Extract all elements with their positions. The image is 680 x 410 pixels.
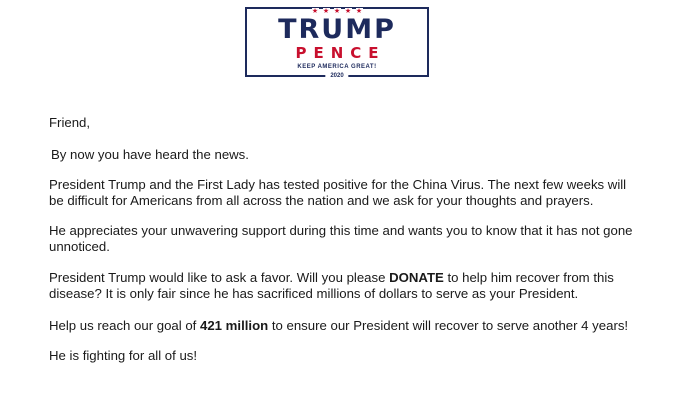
logo-year: 2020 <box>325 72 348 80</box>
paragraph-news: President Trump and the First Lady has tested positive for the China Virus. The next few weeks will be difficult for Americans from all across the nation and we ask for your thoughts and prayers. <box>49 177 627 208</box>
paragraph-donate <box>49 270 639 301</box>
campaign-logo <box>245 7 429 77</box>
paragraph-donate-text-1: President Trump would like to ask a favor. Will you please <box>49 270 390 285</box>
paragraph-goal-text-1: Help us reach our goal of <box>49 318 201 333</box>
logo-title: TRUMP <box>278 14 396 45</box>
logo-tagline: KEEP AMERICA GREAT! <box>297 64 377 70</box>
paragraph-support: He appreciates your unwavering support during this time and wants you to know that it has not gone unnoticed. <box>49 223 633 254</box>
paragraph-goal-text-2: to ensure our President will recover to serve another 4 years! <box>268 318 629 333</box>
greeting: Friend, <box>49 115 91 130</box>
donate-emphasis: DONATE <box>389 270 444 285</box>
paragraph-goal <box>49 318 639 334</box>
star-icon: ★ <box>355 8 363 15</box>
intro-line: By now you have heard the news. <box>51 147 249 162</box>
star-icon: ★ <box>333 8 341 15</box>
goal-amount: 421 million <box>200 318 269 333</box>
star-icon: ★ <box>311 8 319 15</box>
star-icon: ★ <box>344 8 352 15</box>
logo-subtitle: PENCE <box>295 44 386 62</box>
star-icon: ★ <box>322 8 330 15</box>
closing-line: He is fighting for all of us! <box>49 348 198 363</box>
paragraph-donate-text-2: to help him recover from this disease? It is only fair since he has sacrificed millions of dollars to serve as your President. <box>49 270 614 301</box>
